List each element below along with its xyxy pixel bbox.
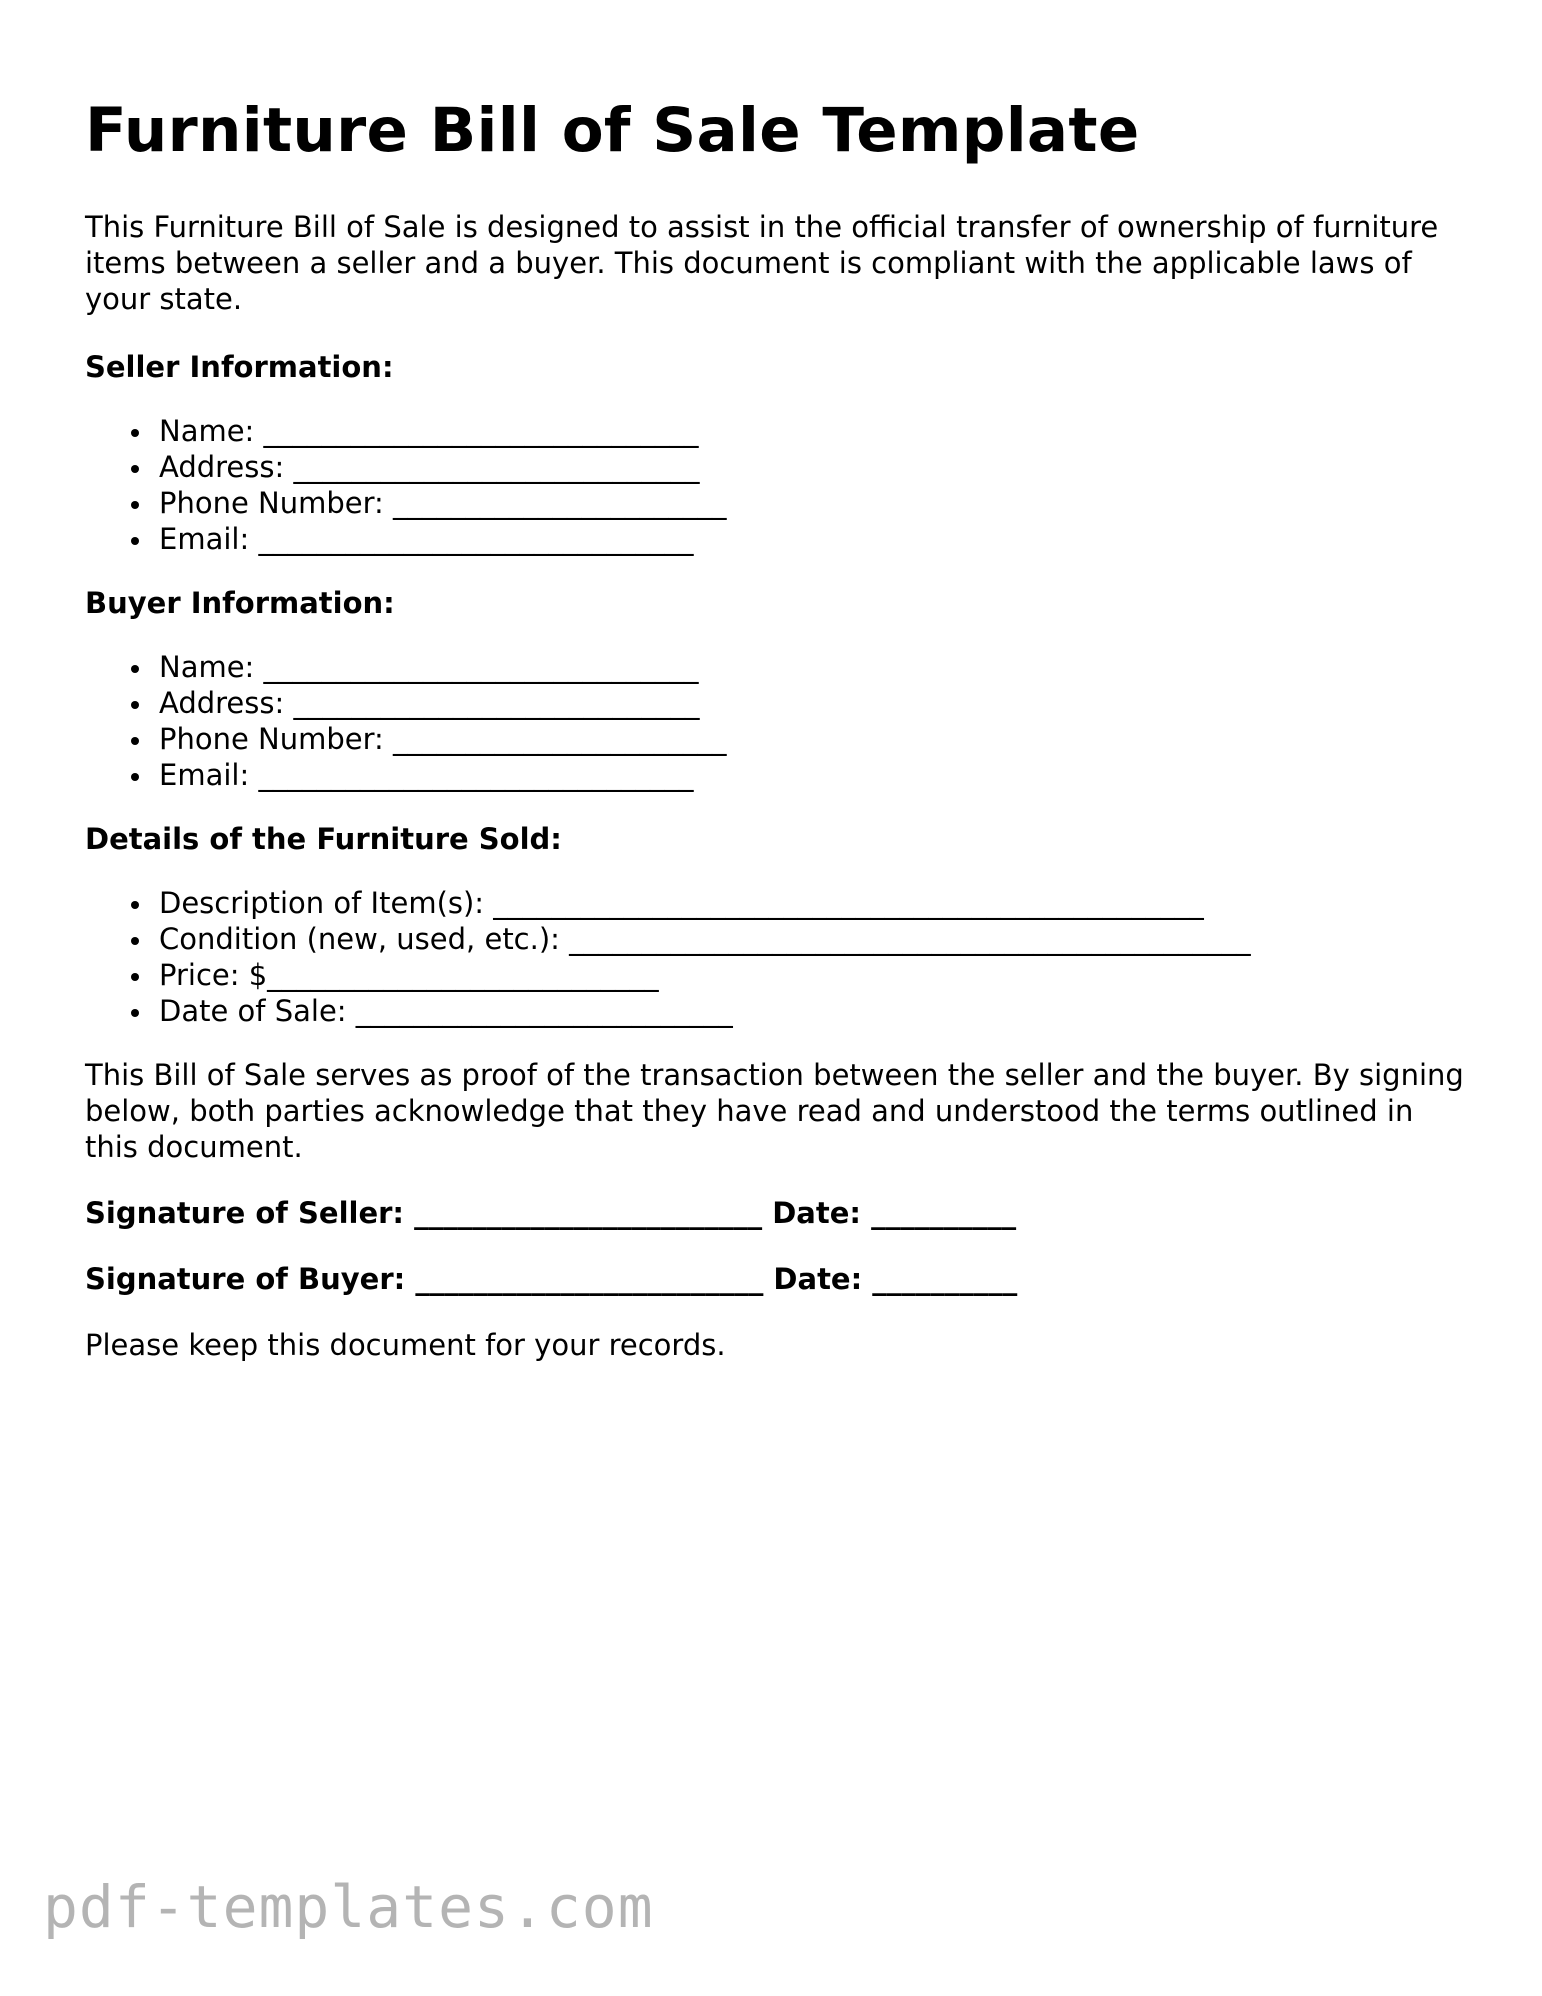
seller-list	[85, 413, 1465, 557]
seller-address-field: Address: ____________________________	[85, 449, 1465, 485]
watermark: pdf-templates.com	[43, 1873, 654, 1941]
buyer-signature-line: Signature of Buyer: ________________________ Date: __________	[85, 1262, 1018, 1296]
outro-paragraph: This Bill of Sale serves as proof of the transaction between the seller and the buyer. By signing below, both parties acknowledge that they have read and understood the terms outlined in this document.	[85, 1058, 1464, 1164]
buyer-phone-field: Phone Number: _______________________	[85, 721, 1465, 757]
seller-signature-line: Signature of Seller: ________________________ Date: __________	[85, 1196, 1017, 1230]
furniture-heading: Details of the Furniture Sold:	[85, 822, 562, 856]
furniture-date-field: Date of Sale: __________________________	[85, 993, 1465, 1029]
furniture-description-field: Description of Item(s): _________________________________________________	[85, 885, 1465, 921]
document-page	[85, 95, 1465, 1363]
page-title: Furniture Bill of Sale Template	[85, 95, 1140, 166]
records-note: Please keep this document for your records.	[85, 1328, 726, 1362]
intro-paragraph: This Furniture Bill of Sale is designed to assist in the official transfer of ownership of furniture items between a seller and a buyer. This document is compliant with the applicable laws of your state.	[85, 210, 1439, 316]
buyer-list	[85, 649, 1465, 793]
buyer-address-field: Address: ____________________________	[85, 685, 1465, 721]
seller-heading: Seller Information:	[85, 350, 394, 384]
seller-name-field: Name: ______________________________	[85, 413, 1465, 449]
buyer-email-field: Email: ______________________________	[85, 757, 1465, 793]
furniture-list	[85, 885, 1465, 1029]
seller-phone-field: Phone Number: _______________________	[85, 485, 1465, 521]
seller-email-field: Email: ______________________________	[85, 521, 1465, 557]
furniture-condition-field: Condition (new, used, etc.): _______________________________________________	[85, 921, 1465, 957]
buyer-heading: Buyer Information:	[85, 586, 395, 620]
buyer-name-field: Name: ______________________________	[85, 649, 1465, 685]
furniture-price-field: Price: $___________________________	[85, 957, 1465, 993]
